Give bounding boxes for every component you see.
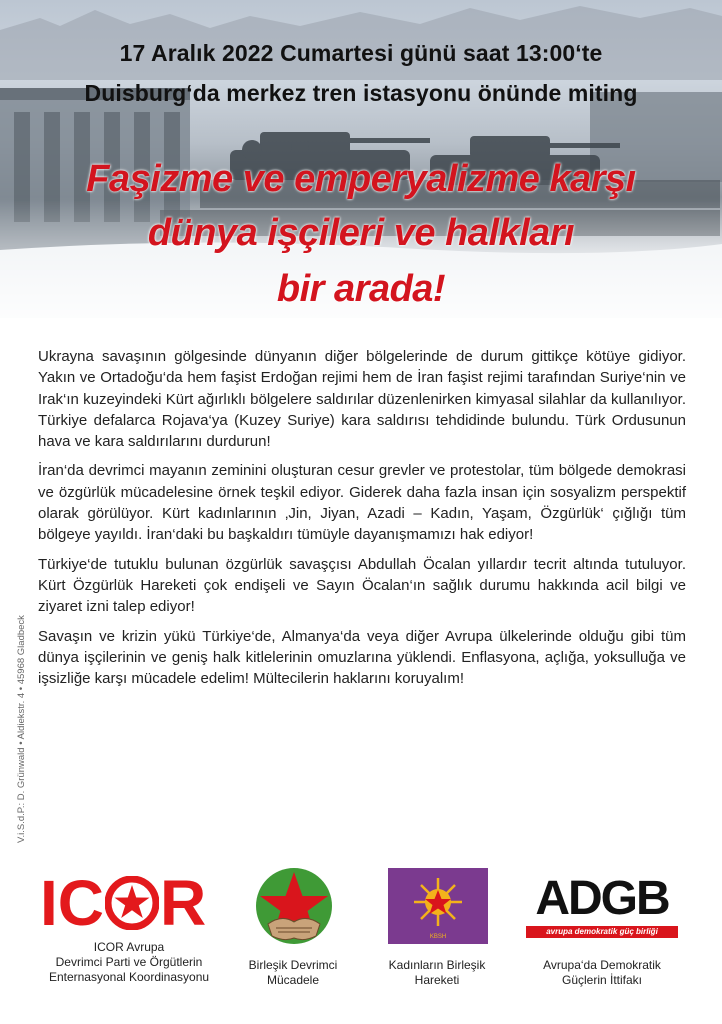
star-in-circle-icon [105, 876, 159, 930]
adgb-wordmark-icon: ADGB [535, 872, 669, 925]
kbh-caption-line: Hareketi [414, 973, 460, 987]
org-bdm [228, 858, 358, 1018]
purple-square-sun-star-icon [388, 868, 488, 944]
hero-banner [0, 0, 722, 318]
bdm-caption-line: Mücadele [266, 973, 320, 987]
kbh-caption [378, 958, 496, 988]
adgb-caption-line: Avrupa‘da Demokratik [543, 958, 661, 972]
imprint-vertical: V.i.S.d.P.: D. Grünwald • Aldiekstr. 4 • 45968 Gladbeck [16, 615, 27, 843]
adgb-caption [512, 958, 692, 988]
paragraph-ocalan: Türkiye‘de tutuklu bulunan özgürlük savaşçısı Abdullah Öcalan yıllardır tecrit altında tutuluyor. Kürt Özgürlük Hareketi çok endişeli ve Sayın Öcalan‘ın sağlık durumu hakkında acil bilgi ve ziyaret izni talep ediyor! [38, 555, 686, 616]
kbh-logo-text: KBSH [429, 934, 447, 940]
bdm-caption-line: Birleşik Devrimci [248, 958, 338, 972]
event-date-line: 17 Aralık 2022 Cumartesi günü saat 13:00‘te [119, 40, 603, 66]
icor-caption-line: Devrimci Parti ve Örgütlerin [55, 955, 203, 969]
icor-logo [40, 867, 218, 939]
headline-line-1: Faşizme ve emperyalizme karşı [86, 158, 636, 200]
bdm-caption [228, 958, 358, 988]
headline-line-2: dünya işçileri ve halkları [147, 212, 575, 254]
organization-logos [0, 858, 722, 1018]
icor-caption-line: Enternasyonal Koordinasyonu [48, 970, 210, 984]
org-kbh [378, 858, 496, 1018]
green-circle-red-star-handshake-icon [254, 866, 334, 946]
paragraph-ukraine: Ukrayna savaşının gölgesinde dünyanın diğer bölgelerinde de durum gittikçe kötüye gidiyor. Yakın ve Ortadoğu‘da hem faşist Erdoğan rejimi hem de İran faşist rejimi tarafından Suriye‘nin ve Irak‘ın kuzeyindeki Kürt ağırlıklı bölgelere saldırılar düzenlenirken kimyasal silahlar da kullanılıyor. Türkiye defalarca Rojava‘ya (Kuzey Suriye) kara saldırısı tehdidinde bulundu. Türk Ordusunun hava ve kara saldırılarını durdurun! [38, 348, 686, 451]
kbh-caption-line: Kadınların Birleşik [388, 958, 486, 972]
paragraph-iran: İran‘da devrimci mayanın zeminini oluşturan cesur grevler ve protestolar, tüm bölgede demokrasi ve özgürlük mücadelesine örnek teşkil ediyor. Giderek daha fazla insan için sosyalizm perspektif olarak görülüyor. Kürt kadınlarının ‚Jin, Jiyan, Azadi – Kadın, Yaşam, Özgürlük‘ çığlığı tüm bölgeye yayıldı. İran‘daki bu başkaldırı tümüyle dayanışmamızı hak ediyor! [38, 462, 686, 544]
article-body [38, 346, 686, 697]
icor-logo-text-left: IC [40, 867, 104, 939]
icor-logo-text-right: R [160, 867, 207, 939]
adgb-caption-line: Güçlerin İttifakı [561, 973, 643, 987]
icor-caption-line: ICOR Avrupa [93, 940, 165, 954]
org-adgb [512, 858, 692, 1018]
headline-line-3: bir arada! [276, 268, 446, 310]
org-icor [20, 858, 238, 1018]
paragraph-crisis: Savaşın ve krizin yükü Türkiye‘de, Almanya‘da veya diğer Avrupa ülkelerinde olduğu gibi tüm dünya işçilerinin ve geniş halk kitlelerinin omuzlarına yüklendi. Enflasyona, açlığa, yoksulluğa ve işsizliğe karşı mücadele edelim! Mültecilerin haklarını koruyalım! [38, 627, 686, 688]
icor-caption [20, 940, 238, 985]
adgb-banner: avrupa demokratik güç birliği [526, 926, 678, 938]
event-location-line: Duisburg‘da merkez tren istasyonu önünde miting [84, 80, 638, 106]
